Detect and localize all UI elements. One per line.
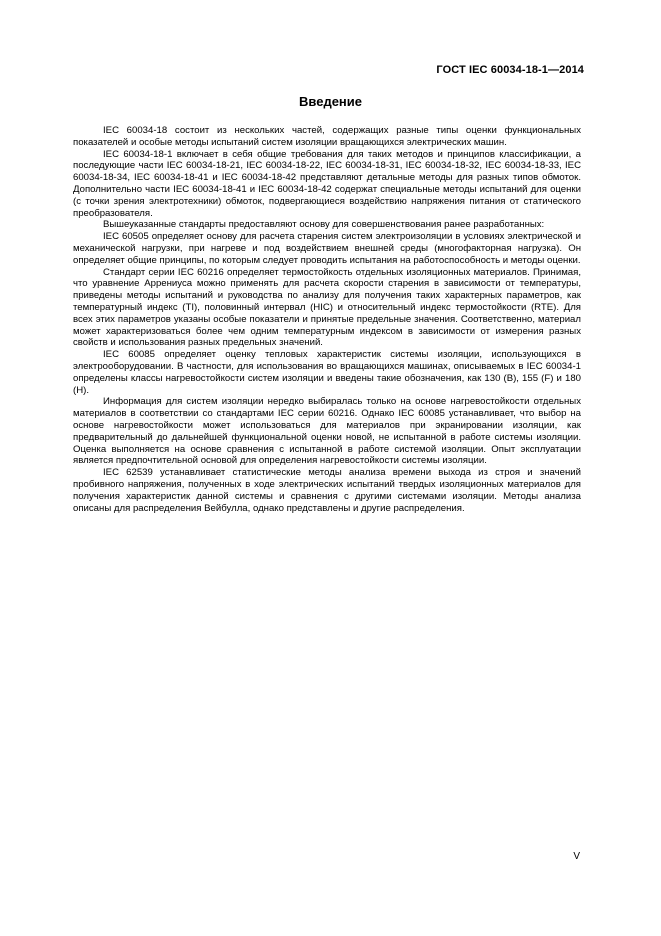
section-title: Введение [299, 94, 362, 109]
introduction-body [73, 125, 581, 514]
paragraph: IEC 60034-18-1 включает в себя общие требования для таких методов и принципов классификации, а последующие части IEC 60034-18-21, IEC 60034-18-22, IEC 60034-18-31, IEC 60034-18-32, IEC 60034-18-33, IEC 60034-18-34, IEC 60034-18-41 и IEC 60034-18-42 представляют детальные методы для разных типов обмоток. Дополнительно части IEC 60034-18-41 и IEC 60034-18-42 содержат специальные методы испытаний для оценки (с точки зрения электротехники) обмоток, подвергающиеся воздействию напряжения питания от статического преобразователя. [73, 148, 581, 219]
paragraph: IEC 62539 устанавливает статистические методы анализа времени выхода из строя и значений пробивного напряжения, полученных в ходе электрических испытаний твердых изоляционных материалов для получения характеристик данной системы и сравнения с другими системами изоляции. Методы анализа описаны для распределения Вейбулла, однако представлены и другие распределения. [73, 467, 581, 514]
paragraph: Стандарт серии IEC 60216 определяет термостойкость отдельных изоляционных материалов. Принимая, что уравнение Аррениуса можно применять для расчета скорости старения в зависимости от температуры, приведены методы испытаний и руководства по анализу для получения таких характерных параметров, как температурный индекс (TI), половинный интервал (HIC) и относительный индекс термостойкости (RTE). Для всех этих параметров указаны особые показатели и принятые предельные значения. Соответственно, материал может характеризоваться более чем одним температурным индексом в зависимости от измерения разных свойств и использования разных предельных значений. [73, 266, 581, 349]
paragraph: IEC 60034-18 состоит из нескольких частей, содержащих разные типы оценки функциональных показателей и особые методы испытаний систем изоляции вращающихся электрических машин. [73, 125, 581, 148]
document-code-header: ГОСТ IEC 60034-18-1—2014 [436, 64, 584, 76]
paragraph: Информация для систем изоляции нередко выбиралась только на основе нагревостойкости отдельных материалов в соответствии со стандартами IEC серии 60216. Однако IEC 60085 устанавливает, что выбор на основе нагревостойкости может использоваться для материалов при экранировании изоляции, как предварительный до дальнейшей функциональной оценки новой, не испытанной в работе системы изоляции. Оценка выполняется на основе сравнения с испытанной в работе системой изоляции. Опыт эксплуатации является предпочтительной основой для определения нагревостойкости системы изоляции. [73, 396, 581, 467]
page-number: V [573, 851, 580, 862]
paragraph: IEC 60085 определяет оценку тепловых характеристик системы изоляции, использующихся в электрооборудовании. В частности, для использования во вращающихся машинах, описываемых в IEC 60034-1 определены классы нагревостойкости систем изоляции и введены такие обозначения, как 130 (B), 155 (F) и 180 (H). [73, 349, 581, 396]
paragraph: Вышеуказанные стандарты предоставляют основу для совершенствования ранее разработанных: [103, 219, 545, 231]
paragraph: IEC 60505 определяет основу для расчета старения систем электроизоляции в условиях электрической и механической нагрузки, при нагреве и под воздействием внешней среды (многофакторная нагрузка). Он определяет общие принципы, по которым следует проводить испытания на работоспособность и методы оценки. [73, 231, 581, 266]
